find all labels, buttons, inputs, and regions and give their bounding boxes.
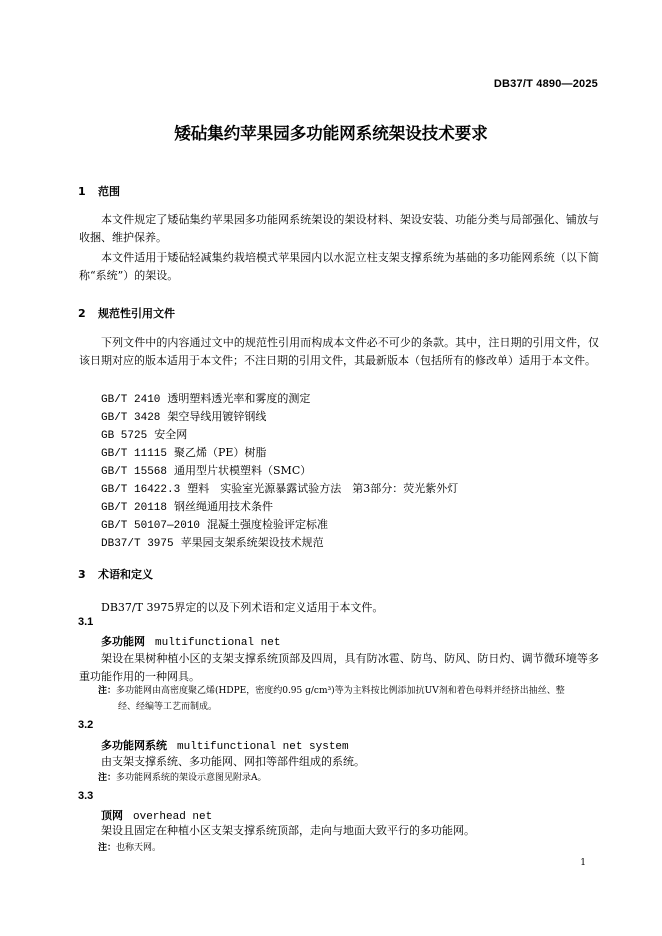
reference-item: GB/T 50107—2010 混凝土强度检验评定标准 — [101, 518, 329, 532]
term-number: 3.1 — [78, 616, 94, 628]
section-number: 1 — [78, 185, 86, 198]
reference-item: GB/T 3428 架空导线用镀锌钢线 — [101, 410, 267, 424]
section-number: 2 — [78, 307, 86, 320]
term-name: 多功能网 multifunctional net — [101, 635, 281, 649]
scope-paragraph-2: 本文件适用于矮砧轻减集约栽培模式苹果园内以水泥立柱支架支撑系统为基础的多功能网系统（以下简称“系统”）的架设。 — [79, 251, 599, 282]
reference-item: GB 5725 安全网 — [101, 428, 188, 442]
section-title: 术语和定义 — [98, 568, 153, 581]
term-definition: 架设且固定在种植小区支架支撑系统顶部，走向与地面大致平行的多功能网。 — [101, 824, 475, 837]
reference-item: DB37/T 3975 苹果园支架系统架设技术规范 — [101, 536, 324, 550]
reference-item: GB/T 2410 透明塑料透光率和雾度的测定 — [101, 392, 311, 406]
reference-item: GB/T 20118 钢丝绳通用技术条件 — [101, 500, 274, 514]
term-number: 3.2 — [78, 719, 94, 731]
term-name: 顶网 overhead net — [101, 809, 213, 823]
terms-intro: DB37/T 3975界定的以及下列术语和定义适用于本文件。 — [101, 601, 384, 614]
section-title: 范围 — [98, 185, 120, 198]
section-heading-scope — [78, 183, 120, 199]
section-number: 3 — [78, 568, 86, 581]
references-intro-paragraph: 下列文件中的内容通过文中的规范性引用而构成本文件必不可少的条款。其中，注日期的引用文件，仅该日期对应的版本适用于本文件；不注日期的引用文件，其最新版本（包括所有的修改单）适用于本文件。 — [79, 336, 599, 367]
page-number: 1 — [580, 858, 586, 868]
standard-code: DB37/T 4890—2025 — [493, 78, 598, 90]
document-title: 矮砧集约苹果园多功能网系统架设技术要求 — [174, 124, 488, 143]
term-name: 多功能网系统 multifunctional net system — [101, 739, 349, 753]
term-note: 注：多功能网由高密度聚乙烯(HDPE，密度约0.95 g/cm³)等为主料按比例添加抗UV剂和着色母料并经挤出抽丝、整 经、经编等工艺而制成。 — [98, 686, 565, 712]
term-definition: 架设在果树种植小区的支架支撑系统顶部及四周，具有防冰雹、防鸟、防风、防日灼、调节微环境等多重功能作用的一种网具。 — [79, 652, 599, 683]
reference-item: GB/T 15568 通用型片状模塑料（SMC） — [101, 464, 312, 478]
reference-item: GB/T 11115 聚乙烯（PE）树脂 — [101, 446, 267, 460]
scope-paragraph-1: 本文件规定了矮砧集约苹果园多功能网系统架设的架设材料、架设安装、功能分类与局部强化、铺放与收捆、维护保养。 — [79, 213, 599, 244]
term-number: 3.3 — [78, 790, 94, 802]
term-definition: 由支架支撑系统、多功能网、网扣等部件组成的系统。 — [101, 755, 365, 768]
reference-item: GB/T 16422.3 塑料 实验室光源暴露试验方法 第3部分：荧光紫外灯 — [101, 482, 459, 496]
section-heading-terms-definitions — [78, 566, 153, 582]
term-note: 注：也称天网。 — [98, 843, 162, 853]
section-title: 规范性引用文件 — [98, 307, 175, 320]
term-note: 注：多功能网系统的架设示意图见附录A。 — [98, 773, 267, 783]
section-heading-normative-references — [78, 305, 175, 321]
